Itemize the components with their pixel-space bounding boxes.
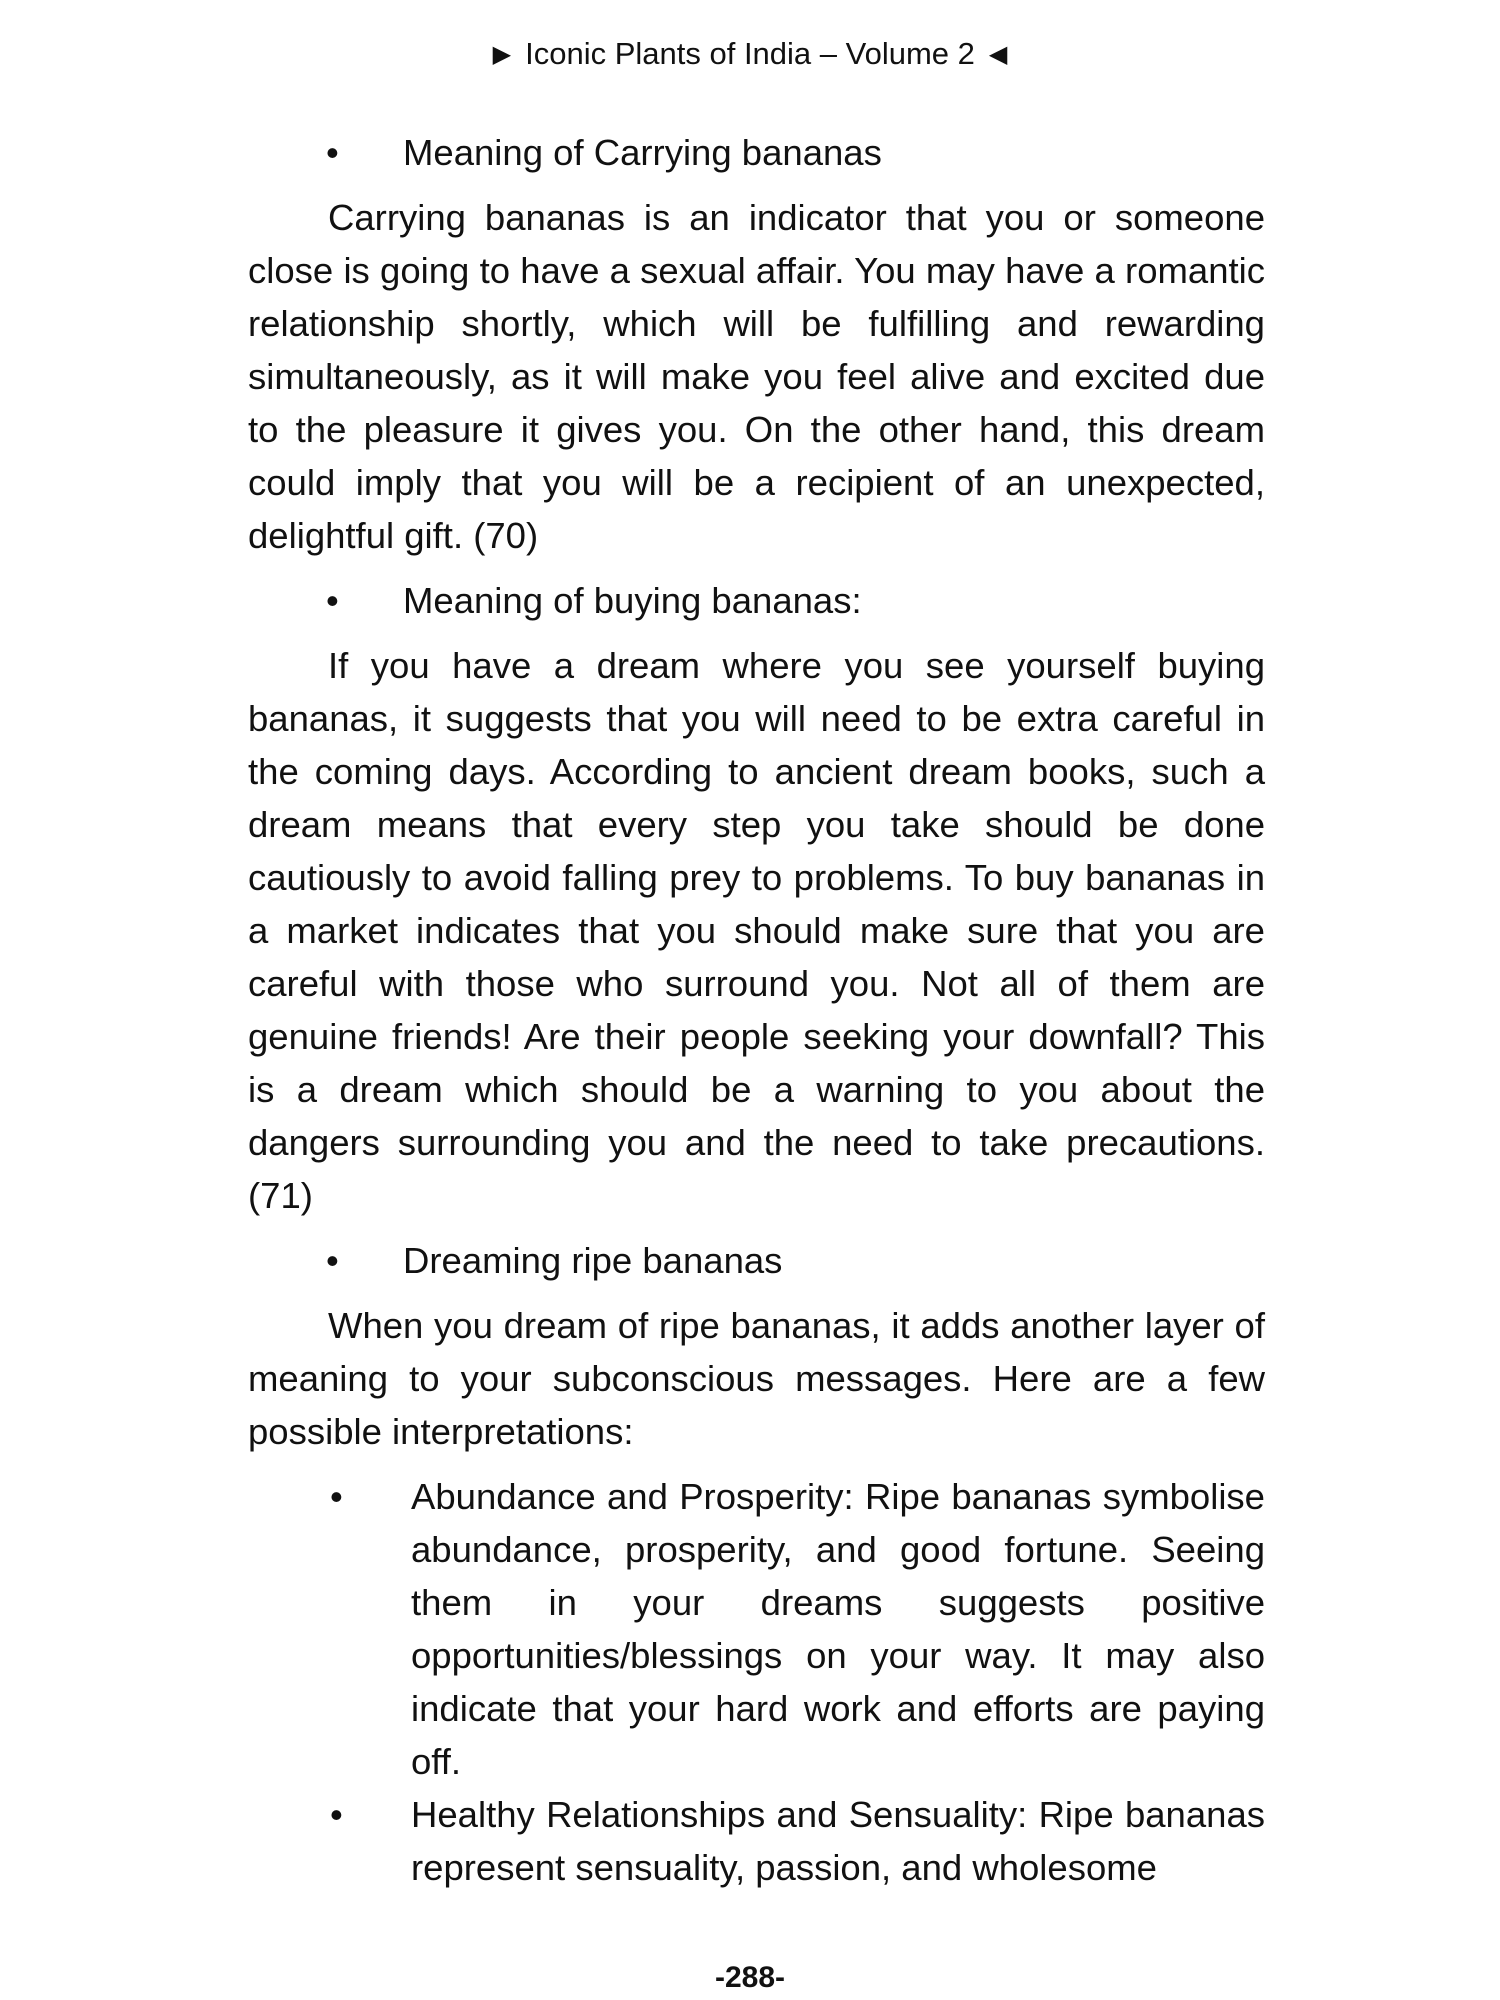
bullet-icon: •	[326, 580, 339, 621]
list-item	[248, 1788, 1265, 1894]
bullet-icon: •	[326, 132, 339, 173]
list-item	[248, 1470, 1265, 1788]
left-pointer-icon: ◀	[988, 41, 1008, 68]
bullet-icon: •	[330, 1476, 343, 1517]
heading-text: Dreaming ripe bananas	[403, 1240, 783, 1281]
page-body	[248, 126, 1265, 1894]
right-pointer-icon: ▶	[492, 41, 512, 68]
list-item-text: Healthy Relationships and Sensuality: Ripe bananas represent sensuality, passion, and wholesome	[411, 1794, 1265, 1888]
book-title: Iconic Plants of India – Volume 2	[525, 36, 975, 71]
section-heading	[248, 574, 1265, 627]
page-number: -288-	[714, 1961, 786, 1994]
heading-text: Meaning of buying bananas:	[403, 580, 862, 621]
paragraph: Carrying bananas is an indicator that you or someone close is going to have a sexual affair. You may have a romantic relationship shortly, which will be fulfilling and rewarding simultaneously, as it will make you feel alive and excited due to the pleasure it gives you. On the other hand, this dream could imply that you will be a recipient of an unexpected, delightful gift. (70)	[248, 197, 1265, 556]
paragraph: When you dream of ripe bananas, it adds another layer of meaning to your subconscious messages. Here are a few possible interpretations:	[248, 1305, 1265, 1452]
heading-text: Meaning of Carrying bananas	[403, 132, 882, 173]
paragraph: If you have a dream where you see yourself buying bananas, it suggests that you will need to be extra careful in the coming days. According to ancient dream books, such a dream means that every step you take should be done cautiously to avoid falling prey to problems. To buy bananas in a market indicates that you should make sure that you are careful with those who surround you. Not all of them are genuine friends! Are their people seeking your downfall? This is a dream which should be a warning to you about the dangers surrounding you and the need to take precautions. (71)	[248, 645, 1265, 1216]
bullet-icon: •	[330, 1794, 343, 1835]
section-heading	[248, 126, 1265, 179]
running-header	[0, 34, 1500, 75]
section-heading	[248, 1234, 1265, 1287]
interpretation-list	[248, 1470, 1265, 1894]
list-item-text: Abundance and Prosperity: Ripe bananas symbolise abundance, prosperity, and good fortune. Seeing them in your dreams suggests positive opportunities/blessings on your way. It may also indicate that your hard work and efforts are paying off.	[411, 1476, 1265, 1782]
bullet-icon: •	[326, 1240, 339, 1281]
